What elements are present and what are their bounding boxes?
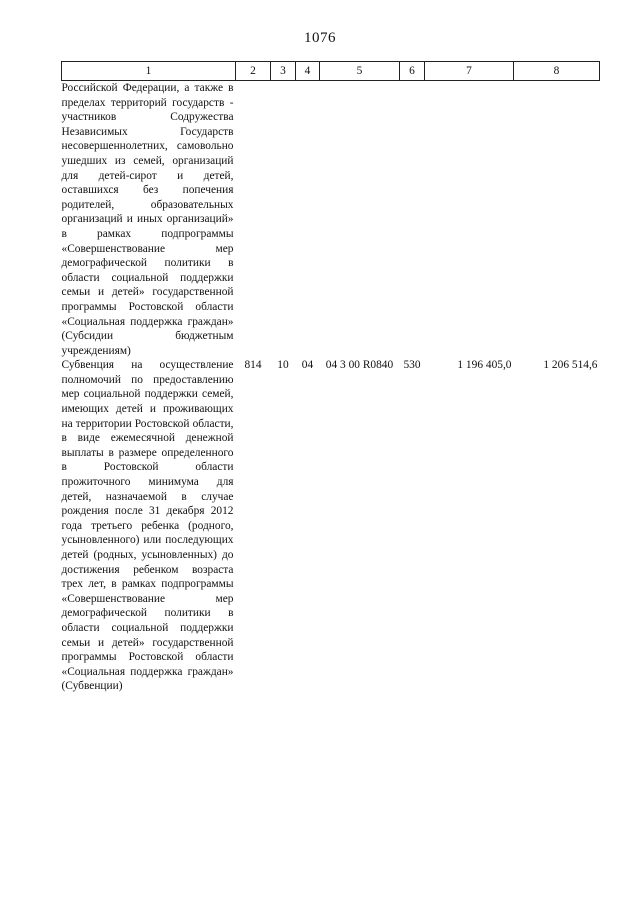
header-col-8: 8 — [514, 62, 600, 81]
row-amount-year-2: 1 206 514,6 — [543, 359, 598, 372]
header-col-6: 6 — [400, 62, 425, 81]
row-target-article — [320, 81, 400, 359]
page-number: 1076 — [304, 30, 336, 46]
row-amount-year-1: 1 196 405,0 — [457, 359, 512, 372]
table-body — [62, 81, 600, 694]
table-row — [62, 358, 600, 694]
header-col-2: 2 — [236, 62, 271, 81]
row-description: Субвенция на осуществление полномочий по предоставлению мер социальной поддержки семей, имеющих детей и проживающих на территории Ростовской области, в виде ежемесячной денежной выплаты в размере определенного в Ростовской области прожиточного минимума для детей, назначаемой в случае рождения после 31 декабря 2012 года третьего ребенка (родного, усыновленного) или последующих детей (родных, усыновленных) до достижения ребенком возраста трех лет, в рамках подпрограммы «Совершенствование мер демографической политики в области социальной поддержки семьи и детей» государственной программы Ростовской области «Социальная поддержка граждан» (Субвенции) — [61, 359, 234, 693]
row-subsection — [296, 81, 320, 359]
row-description: Российской Федерации, а также в пределах территорий государств - участников Содружества Независимых Государств несовершеннолетних, самовольно ушедших из семей, организаций для детей-сирот и детей, оставшихся без попечения родителей, образовательных организаций и иных организаций» в рамках подпрограммы «Совершенствование мер демографической политики в области социальной поддержки семьи и детей» государственной программы Ростовской области «Социальная поддержка граждан» (Субсидии бюджетным учреждениям) — [61, 82, 234, 357]
header-row — [62, 62, 600, 81]
header-col-3: 3 — [271, 62, 296, 81]
header-col-4: 4 — [296, 62, 320, 81]
row-expense-type: 530 — [403, 359, 421, 372]
row-target-article: 04 3 00 R0840 — [325, 359, 394, 372]
budget-table — [61, 61, 600, 694]
table-header — [62, 62, 600, 81]
row-expense-type — [400, 81, 425, 359]
header-col-7: 7 — [425, 62, 514, 81]
header-col-1: 1 — [62, 62, 236, 81]
row-amount-year-2 — [514, 81, 600, 359]
row-section — [271, 81, 296, 359]
table-row — [62, 81, 600, 359]
row-amount-year-1 — [425, 81, 514, 359]
row-section: 10 — [277, 359, 289, 372]
header-col-5: 5 — [320, 62, 400, 81]
row-ministry-code: 814 — [244, 359, 262, 372]
row-ministry-code — [236, 81, 271, 359]
row-subsection: 04 — [301, 359, 314, 372]
